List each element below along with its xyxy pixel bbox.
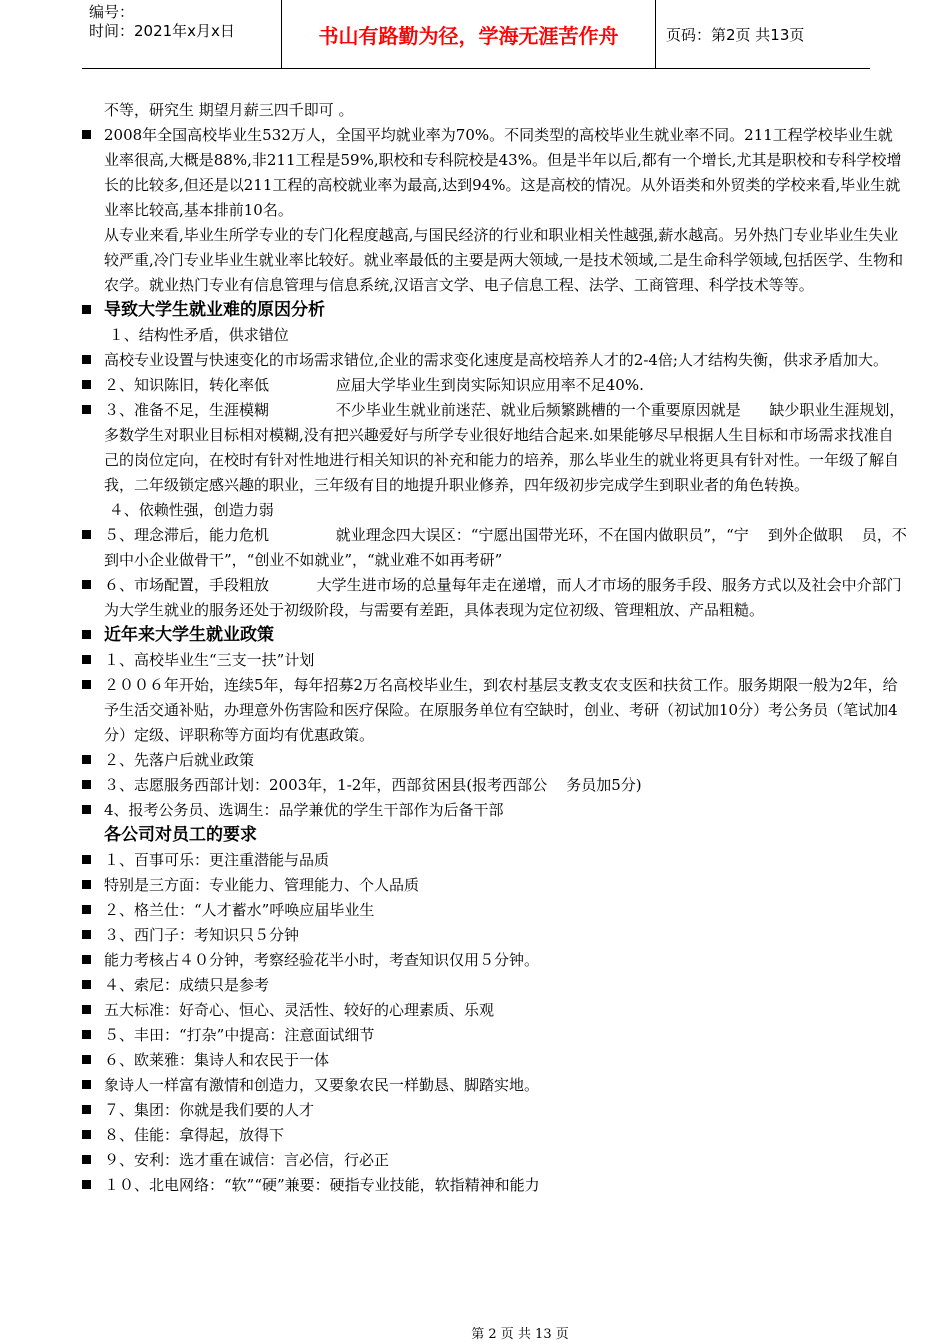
line-text: ３、准备不足，生涯模糊 不少毕业生就业前迷茫、就业后频繁跳槽的一个重要原因就是 缺少职业生涯规划，多数学生对职业目标相对模糊,没有把兴趣爱好与所学专业很好地结合起来.如果能够尽早根据人生目标和市场需求找准自己的岗位定向，在校时有针对性地进行相关知识的补充和能力的培养，那么毕业生的就业将更具有针对性。一年级了解自我，二年级锁定感兴趣的职业，三年级有目的地提升职业修养，四年级初步完成学生到职业者的角色转换。 <box>104 401 905 494</box>
line-text: 导致大学生就业难的原因分析 <box>104 300 325 320</box>
bullet-square-icon <box>82 980 91 989</box>
bullet-square-icon <box>82 805 91 814</box>
paragraph-line <box>82 98 907 123</box>
line-text: ２、先落户后就业政策 <box>104 751 255 769</box>
bullet-square-icon <box>82 780 91 789</box>
bullet-square-icon <box>82 1005 91 1014</box>
line-text: １、高校毕业生“三支一扶”计划 <box>104 651 315 669</box>
header-motto: 书山有路勤为径，学海无涯苦作舟 <box>282 0 656 68</box>
paragraph-line <box>82 1148 907 1173</box>
bullet-square-icon <box>82 305 91 314</box>
line-text: 近年来大学生就业政策 <box>104 625 274 645</box>
bullet-square-icon <box>82 655 91 664</box>
bullet-square-icon <box>82 1180 91 1189</box>
paragraph-line <box>82 1023 907 1048</box>
line-text: 能力考核占４０分钟，考察经验花半小时，考查知识仅用５分钟。 <box>104 951 540 969</box>
line-text: ９、安利：选才重在诚信：言必信，行必正 <box>104 1151 390 1169</box>
line-text: １、结构性矛盾，供求错位 <box>104 326 289 344</box>
paragraph-line <box>82 848 907 873</box>
paragraph-line <box>82 1098 907 1123</box>
bullet-square-icon <box>82 1080 91 1089</box>
section-heading <box>82 298 907 323</box>
paragraph-line <box>82 798 907 823</box>
bullet-square-icon <box>82 380 91 389</box>
line-text: 从专业来看,毕业生所学专业的专门化程度越高,与国民经济的行业和职业相关性越强,薪水越高。另外热门专业毕业生失业较严重,冷门专业毕业生就业率比较好。就业率最低的主要是两大领域,一是技术领域,二是生命科学领域,包括医学、生物和农学。就业热门专业有信息管理与信息系统,汉语言文学、电子信息工程、法学、工商管理、科学技术等等。 <box>104 226 904 294</box>
paragraph-line <box>82 673 907 748</box>
paragraph-line <box>82 1048 907 1073</box>
bullet-square-icon <box>82 955 91 964</box>
line-text: ７、集团：你就是我们要的人才 <box>104 1101 315 1119</box>
paragraph-line <box>82 1173 907 1198</box>
line-text: ３、志愿服务西部计划：2003年，1-2年，西部贫困县(报考西部公 务员加5分) <box>104 776 642 794</box>
header-meta <box>82 0 282 68</box>
bullet-square-icon <box>82 680 91 689</box>
line-text: 各公司对员工的要求 <box>104 825 257 845</box>
bullet-square-icon <box>82 355 91 364</box>
line-text: 不等，研究生 期望月薪三四千即可 。 <box>104 101 354 119</box>
line-text: ６、欧莱雅：集诗人和农民于一体 <box>104 1051 330 1069</box>
bullet-square-icon <box>82 130 91 139</box>
paragraph-line <box>82 748 907 773</box>
paragraph-line <box>82 873 907 898</box>
bullet-square-icon <box>82 1055 91 1064</box>
line-text: 4、报考公务员、选调生：品学兼优的学生干部作为后备干部 <box>104 801 504 819</box>
bullet-square-icon <box>82 880 91 889</box>
paragraph-line <box>82 398 907 498</box>
bullet-square-icon <box>82 1155 91 1164</box>
line-text: 特别是三方面：专业能力、管理能力、个人品质 <box>104 876 420 894</box>
page-header <box>82 0 870 69</box>
header-time-label: 时间：2021年x月x日 <box>89 22 235 40</box>
paragraph-line <box>82 523 907 573</box>
document-body <box>82 98 907 1198</box>
paragraph-line <box>82 123 907 223</box>
line-text: 五大标准：好奇心、恒心、灵活性、较好的心理素质、乐观 <box>104 1001 495 1019</box>
bullet-square-icon <box>82 1105 91 1114</box>
paragraph-line <box>82 498 907 523</box>
line-text: 2008年全国高校毕业生532万人，全国平均就业率为70%。不同类型的高校毕业生就业率不同。211工程学校毕业生就业率很高,大概是88%,非211工程是59%,职校和专科院校是43%。但是半年以后,都有一个增长,尤其是职校和专科学校增长的比较多,但还是以211工程的高校就业率为最高,达到94%。这是高校的情况。从外语类和外贸类的学校来看,毕业生就业率比较高,基本排前10名。 <box>104 126 902 219</box>
section-heading <box>82 623 907 648</box>
line-text: 象诗人一样富有激情和创造力，又要象农民一样勤恳、脚踏实地。 <box>104 1076 540 1094</box>
section-heading <box>82 823 907 848</box>
line-text: ２、格兰仕：“人才蓄水”呼唤应届毕业生 <box>104 901 375 919</box>
paragraph-line <box>82 773 907 798</box>
paragraph-line <box>82 648 907 673</box>
bullet-square-icon <box>82 855 91 864</box>
line-text: １０、北电网络：“软”“硬”兼要：硬指专业技能，软指精神和能力 <box>104 1176 540 1194</box>
line-text: ８、佳能：拿得起，放得下 <box>104 1126 285 1144</box>
bullet-square-icon <box>82 1130 91 1139</box>
bullet-square-icon <box>82 530 91 539</box>
paragraph-line <box>82 973 907 998</box>
paragraph-line <box>82 998 907 1023</box>
header-number-label: 编号： <box>89 3 135 21</box>
line-text: ５、丰田：“打杂”中提高：注意面试细节 <box>104 1026 375 1044</box>
paragraph-line <box>82 348 907 373</box>
line-text: ２００６年开始，连续5年，每年招募2万名高校毕业生，到农村基层支教支农支医和扶贫工作。服务期限一般为2年，给予生活交通补贴，办理意外伤害险和医疗保险。在原服务单位有空缺时，创业、考研（初试加10分）考公务员（笔试加4分）定级、评职称等方面均有优惠政策。 <box>104 676 898 744</box>
paragraph-line <box>82 373 907 398</box>
line-text: ６、市场配置，手段粗放 大学生进市场的总量每年走在递增，而人才市场的服务手段、服务方式以及社会中介部门为大学生就业的服务还处于初级阶段，与需要有差距，具体表现为定位初级、管理粗放、产品粗糙。 <box>104 576 902 619</box>
bullet-square-icon <box>82 755 91 764</box>
line-text: ３、西门子：考知识只５分钟 <box>104 926 300 944</box>
paragraph-line <box>82 898 907 923</box>
bullet-square-icon <box>82 405 91 414</box>
bullet-square-icon <box>82 1030 91 1039</box>
paragraph-line <box>82 923 907 948</box>
paragraph-line <box>82 1073 907 1098</box>
paragraph-line <box>82 1123 907 1148</box>
header-page-info: 页码：第2页 共13页 <box>666 25 805 44</box>
paragraph-line <box>82 948 907 973</box>
bullet-square-icon <box>82 580 91 589</box>
line-text: ５、理念滞后，能力危机 就业理念四大误区：“宁愿出国带光环，不在国内做职员”，“宁 到外企做职 员，不到中小企业做骨干”，“创业不如就业”，“就业难不如再考研” <box>104 526 907 569</box>
bullet-square-icon <box>82 630 91 639</box>
page-footer: 第 2 页 共 13 页 <box>471 1327 569 1342</box>
line-text: ４、依赖性强，创造力弱 <box>104 501 274 519</box>
paragraph-line <box>82 573 907 623</box>
line-text: １、百事可乐：更注重潜能与品质 <box>104 851 330 869</box>
line-text: ４、索尼：成绩只是参考 <box>104 976 270 994</box>
line-text: 高校专业设置与快速变化的市场需求错位,企业的需求变化速度是高校培养人才的2-4倍;人才结构失衡，供求矛盾加大。 <box>104 351 888 369</box>
paragraph-line <box>82 323 907 348</box>
paragraph-line <box>82 223 907 298</box>
bullet-square-icon <box>82 905 91 914</box>
line-text: ２、知识陈旧，转化率低 应届大学毕业生到岗实际知识应用率不足40%. <box>104 376 644 394</box>
bullet-square-icon <box>82 930 91 939</box>
